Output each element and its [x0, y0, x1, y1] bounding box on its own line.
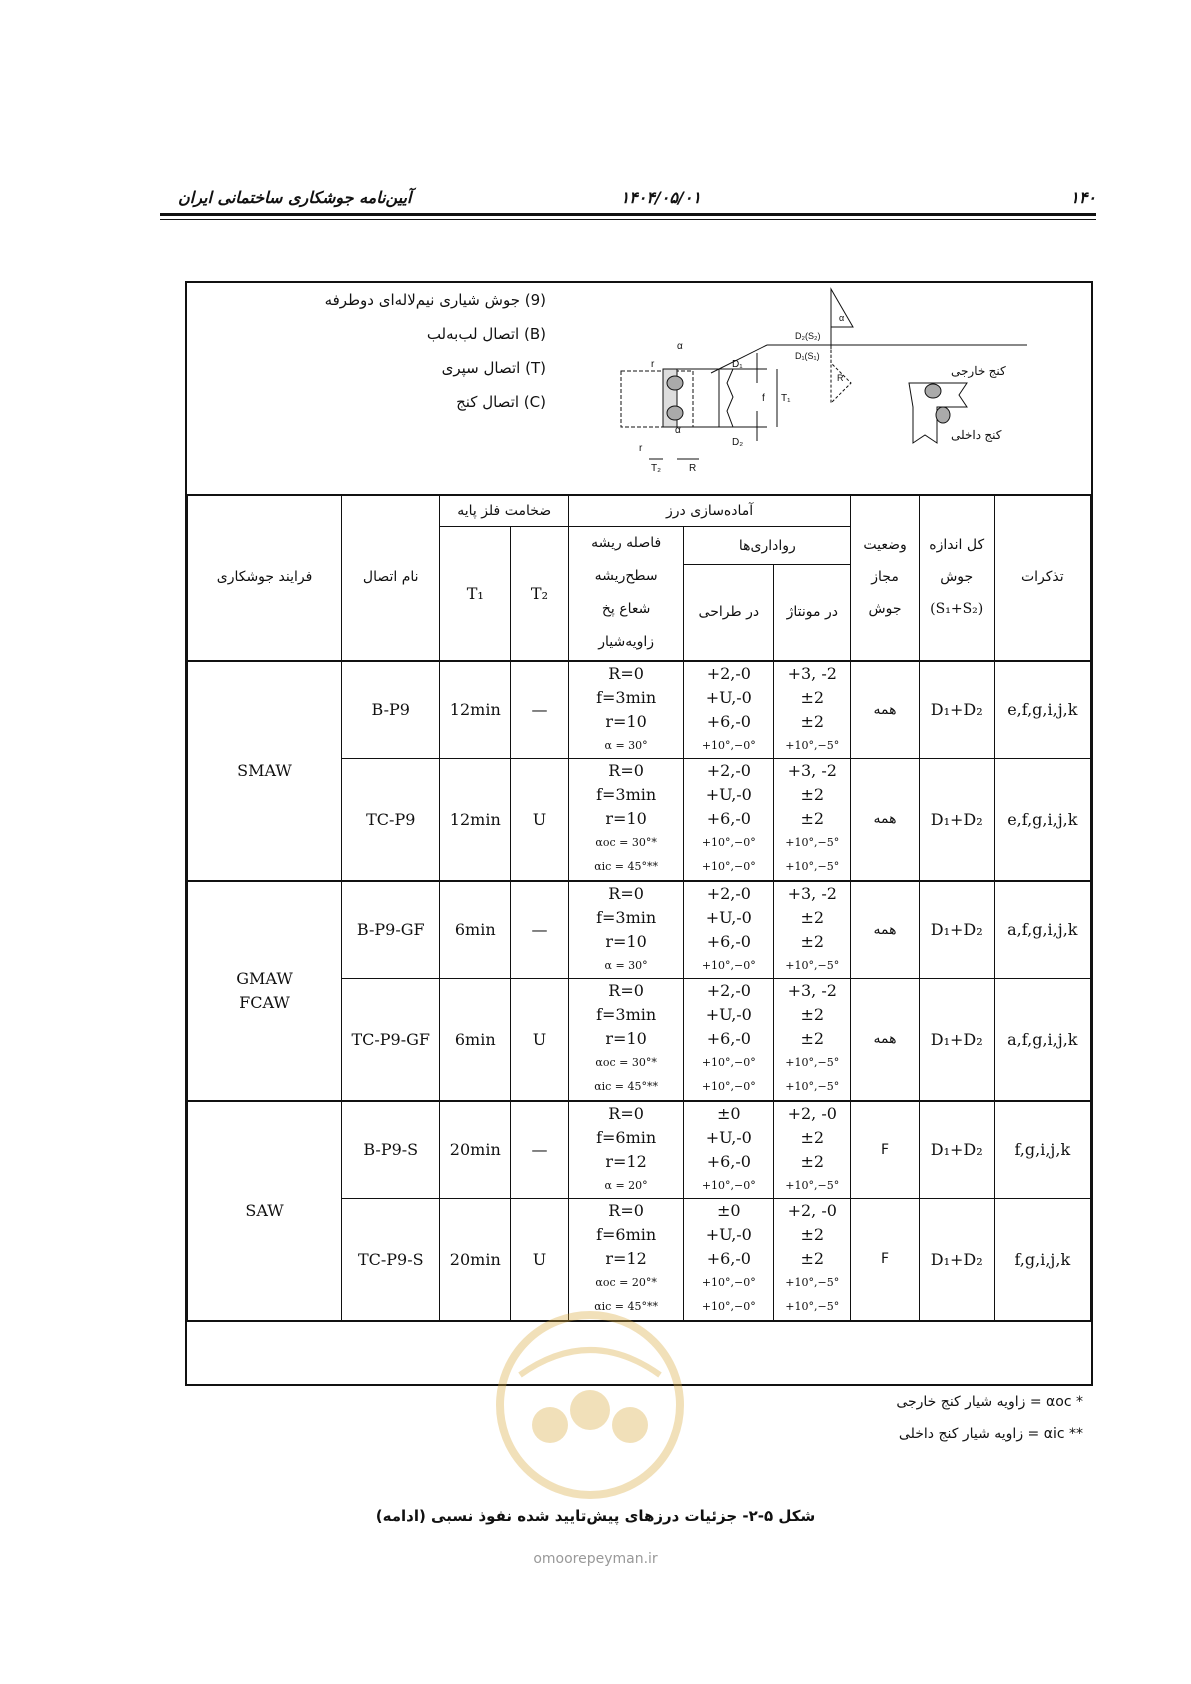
spec-cell-line: α = 20°: [604, 1178, 648, 1192]
design-cell-line: ±0: [717, 1201, 741, 1221]
fitup-cell-line: +3, -2: [787, 883, 837, 903]
design-cell-line: +U,-0: [705, 1005, 752, 1025]
spec-cell: [568, 1199, 684, 1321]
spec-cell-line: f=6min: [596, 1127, 657, 1147]
position-cell: همه: [851, 979, 919, 1101]
page-number: ۱۴۰: [1070, 188, 1096, 207]
joint-details-table: [187, 494, 1091, 1322]
spec-cell-line: αic = 45°**: [594, 1080, 659, 1094]
joint-name-cell: TC-P9-GF: [342, 979, 440, 1101]
symbol-alpha-label: α: [839, 313, 845, 323]
col-thickness: ضخامت فلز پایه: [440, 495, 568, 527]
fitup-cell-line: +10°,−5°: [785, 1080, 840, 1094]
spec-cell-line: αic = 45°**: [594, 1300, 659, 1314]
weld-size-cell: D₁+D₂: [919, 1101, 994, 1199]
spec-cell-line: f=3min: [596, 907, 657, 927]
spec-cell-line: αoc = 30°*: [595, 1056, 657, 1070]
design-cell-line: +U,-0: [705, 907, 752, 927]
fitup-cell-line: +3, -2: [787, 981, 837, 1001]
table-row: [188, 1101, 1091, 1199]
fitup-cell-line: ±2: [800, 1249, 825, 1269]
figure-caption: شکل ۵-۲- جزئیات درزهای پیش‌تایید شده نفوذ نسبی (ادامه): [375, 1507, 816, 1525]
notes-cell: f,g,i,j,k: [994, 1101, 1090, 1199]
fitup-cell-line: ±2: [800, 907, 825, 927]
design-cell: [684, 979, 774, 1101]
fitup-cell-line: +10°,−5°: [785, 836, 840, 850]
joint-name-cell: B-P9: [342, 661, 440, 759]
f-label: f: [762, 393, 765, 404]
spec-cell: [568, 661, 684, 759]
fitup-cell: [774, 979, 851, 1101]
design-cell-line: +2,-0: [706, 883, 751, 903]
process-cell: SAW: [188, 1101, 342, 1321]
design-cell-line: +10°,−0°: [701, 1300, 756, 1314]
joint-type-butt: (B) اتصال لب‌به‌لب: [426, 325, 546, 343]
process-cell: SMAW: [188, 661, 342, 881]
t2-cell: —: [511, 881, 569, 979]
spec-cell-line: r=10: [605, 711, 647, 731]
joint-description: [187, 283, 1091, 496]
position-cell: همه: [851, 881, 919, 979]
spec-cell-line: R=0: [608, 1103, 644, 1123]
inner-corner-label: کنج داخلی: [951, 428, 1002, 442]
design-cell-line: +6,-0: [706, 1151, 751, 1171]
t2-cell: —: [511, 661, 569, 759]
fitup-cell-line: ±2: [800, 1127, 825, 1147]
d1s1-label: D₁(S₁): [795, 351, 820, 361]
spec-cell: [568, 881, 684, 979]
joint-name-cell: TC-P9: [342, 759, 440, 881]
design-cell: [684, 881, 774, 979]
design-cell: [684, 661, 774, 759]
design-cell-line: +10°,−0°: [701, 1080, 756, 1094]
notes-cell: a,f,g,i,j,k: [994, 979, 1090, 1101]
spec-cell-line: f=3min: [596, 785, 657, 805]
design-cell-line: +U,-0: [705, 785, 752, 805]
col-position: وضعیت مجاز جوش: [851, 495, 919, 661]
fitup-cell-line: +10°,−5°: [785, 1056, 840, 1070]
d1-label: D₁: [732, 359, 743, 370]
spec-cell-line: f=3min: [596, 687, 657, 707]
position-cell: همه: [851, 661, 919, 759]
fitup-cell-line: +3, -2: [787, 761, 837, 781]
col-process: فرایند جوشکاری: [188, 495, 342, 661]
spec-cell-line: f=6min: [596, 1225, 657, 1245]
watermark-seal: [490, 1305, 690, 1505]
design-cell-line: +6,-0: [706, 711, 751, 731]
design-cell-line: +2,-0: [706, 981, 751, 1001]
joint-type-tee: (T) اتصال سپری: [441, 359, 546, 377]
weld-size-cell: D₁+D₂: [919, 1199, 994, 1321]
joint-title: (9) جوش شیاری نیم‌لاله‌ای دوطرفه: [324, 291, 546, 309]
joint-diagram: [607, 283, 1027, 491]
design-cell-line: +10°,−0°: [701, 1276, 756, 1290]
spec-cell-line: r=10: [605, 809, 647, 829]
notes-cell: e,f,g,i,j,k: [994, 759, 1090, 881]
header-title: آیین‌نامه جوشکاری ساختمانی ایران: [178, 188, 412, 207]
col-t2: T₂: [511, 527, 569, 661]
design-cell-line: ±0: [717, 1103, 741, 1123]
design-cell-line: +10°,−0°: [701, 860, 756, 874]
design-cell-line: +6,-0: [706, 931, 751, 951]
d2-label: D₂: [732, 437, 744, 448]
spec-cell: [568, 979, 684, 1101]
col-weld-size: کل اندازه جوش (S₁+S₂): [919, 495, 994, 661]
t2-cell: —: [511, 1101, 569, 1199]
fitup-cell-line: ±2: [800, 711, 825, 731]
r-label-bottom: r: [639, 443, 643, 454]
fitup-cell-line: ±2: [800, 1151, 825, 1171]
spec-cell-line: α = 30°: [604, 958, 648, 972]
t1-cell: 20min: [440, 1199, 511, 1321]
symbol-r-label: R: [837, 373, 844, 383]
fitup-cell-line: +10°,−5°: [785, 1300, 840, 1314]
design-cell-line: +10°,−0°: [701, 1056, 756, 1070]
fitup-cell: [774, 1199, 851, 1321]
col-joint-name: نام اتصال: [342, 495, 440, 661]
col-notes: تذکرات: [994, 495, 1090, 661]
header-rule-thin: [160, 219, 1096, 220]
footnote-inner: ** αic = زاویه شیار کنج داخلی: [898, 1426, 1083, 1442]
fitup-cell-line: ±2: [800, 1225, 825, 1245]
fitup-cell-line: ±2: [800, 1005, 825, 1025]
position-cell: F: [851, 1199, 919, 1321]
fitup-cell-line: ±2: [800, 687, 825, 707]
spec-cell-line: r=12: [605, 1151, 647, 1171]
spec-cell-line: R=0: [608, 981, 644, 1001]
fitup-cell: [774, 661, 851, 759]
process-cell: GMAW FCAW: [188, 881, 342, 1101]
page-header: [160, 188, 1096, 210]
col-as-designed: در طراحی: [684, 565, 774, 661]
spec-cell-line: R=0: [608, 761, 644, 781]
design-cell-line: +2,-0: [706, 761, 751, 781]
fitup-cell: [774, 881, 851, 979]
design-cell-line: +U,-0: [705, 1225, 752, 1245]
table-body: [188, 661, 1091, 1321]
design-cell-line: +6,-0: [706, 1029, 751, 1049]
table-header-row-1: [188, 495, 1091, 527]
spec-cell-line: αoc = 20°*: [595, 1276, 657, 1290]
fitup-cell-line: ±2: [800, 785, 825, 805]
spec-cell-line: r=10: [605, 1029, 647, 1049]
col-t1: T₁: [440, 527, 511, 661]
t2-cell: U: [511, 979, 569, 1101]
weld-size-cell: D₁+D₂: [919, 759, 994, 881]
spec-cell-line: α = 30°: [604, 738, 648, 752]
fitup-cell-line: ±2: [800, 1029, 825, 1049]
t1-cell: 6min: [440, 881, 511, 979]
spec-cell-line: f=3min: [596, 1005, 657, 1025]
design-cell-line: +2,-0: [706, 663, 751, 683]
notes-cell: a,f,g,i,j,k: [994, 881, 1090, 979]
position-cell: همه: [851, 759, 919, 881]
joint-name-cell: B-P9-S: [342, 1101, 440, 1199]
table-row: [188, 881, 1091, 979]
header-date: ۱۴۰۴/۰۵/۰۱: [620, 188, 701, 207]
t1-cell: 12min: [440, 661, 511, 759]
spec-cell-line: R=0: [608, 1201, 644, 1221]
position-cell: F: [851, 1101, 919, 1199]
fitup-cell-line: +10°,−5°: [785, 1276, 840, 1290]
col-prep: آماده‌سازی درز: [568, 495, 850, 527]
col-spec: فاصله ریشه سطح‌ریشه شعاع پخ زاویه‌شیار: [568, 527, 684, 661]
notes-cell: f,g,i,j,k: [994, 1199, 1090, 1321]
alpha-label-top: α: [677, 341, 683, 352]
spec-cell: [568, 759, 684, 881]
design-cell-line: +10°,−0°: [701, 958, 756, 972]
design-cell: [684, 1199, 774, 1321]
t1-cell: 20min: [440, 1101, 511, 1199]
design-cell-line: +6,-0: [706, 809, 751, 829]
table-row: [188, 661, 1091, 759]
design-cell-line: +U,-0: [705, 687, 752, 707]
fitup-cell: [774, 759, 851, 881]
alpha-label-bottom: α: [675, 425, 681, 436]
weld-size-cell: D₁+D₂: [919, 979, 994, 1101]
design-cell: [684, 1101, 774, 1199]
fitup-cell-line: ±2: [800, 931, 825, 951]
spec-cell-line: αic = 45°**: [594, 860, 659, 874]
spec-cell-line: R=0: [608, 663, 644, 683]
fitup-cell: [774, 1101, 851, 1199]
spec-cell-line: r=10: [605, 931, 647, 951]
fitup-cell-line: +10°,−5°: [785, 1178, 840, 1192]
fitup-cell-line: +10°,−5°: [785, 860, 840, 874]
fitup-cell-line: +2, -0: [787, 1201, 837, 1221]
footnote-outer: * αoc = زاویه شیار کنج خارجی: [896, 1394, 1083, 1410]
spec-cell: [568, 1101, 684, 1199]
t1-label: T₁: [781, 393, 791, 404]
design-cell-line: +6,-0: [706, 1249, 751, 1269]
header-rule: [160, 213, 1096, 216]
fitup-cell-line: ±2: [800, 809, 825, 829]
joint-type-corner: (C) اتصال کنج: [456, 393, 546, 411]
design-cell-line: +10°,−0°: [701, 836, 756, 850]
outer-corner-label: کنج خارجی: [951, 364, 1006, 378]
t2-label: T₂: [651, 463, 661, 474]
design-cell-line: +10°,−0°: [701, 1178, 756, 1192]
t1-cell: 6min: [440, 979, 511, 1101]
t2-cell: U: [511, 759, 569, 881]
r-label-top: r: [651, 359, 655, 370]
weld-size-cell: D₁+D₂: [919, 881, 994, 979]
fitup-cell-line: +3, -2: [787, 663, 837, 683]
weld-size-cell: D₁+D₂: [919, 661, 994, 759]
figure-box: [185, 281, 1093, 1386]
col-tolerances: رواداری‌ها: [684, 527, 851, 565]
col-as-fitted: در مونتاژ: [774, 565, 851, 661]
d2s2-label: D₂(S₂): [795, 331, 821, 341]
fitup-cell-line: +10°,−5°: [785, 738, 840, 752]
big-r-label: R: [689, 463, 697, 474]
t2-cell: U: [511, 1199, 569, 1321]
notes-cell: e,f,g,i,j,k: [994, 661, 1090, 759]
spec-cell-line: r=12: [605, 1249, 647, 1269]
spec-cell-line: R=0: [608, 883, 644, 903]
joint-name-cell: B-P9-GF: [342, 881, 440, 979]
design-cell-line: +U,-0: [705, 1127, 752, 1147]
design-cell-line: +10°,−0°: [701, 738, 756, 752]
fitup-cell-line: +2, -0: [787, 1103, 837, 1123]
watermark-url: omoorepeyman.ir: [533, 1551, 658, 1567]
spec-cell-line: αoc = 30°*: [595, 836, 657, 850]
design-cell: [684, 759, 774, 881]
joint-name-cell: TC-P9-S: [342, 1199, 440, 1321]
fitup-cell-line: +10°,−5°: [785, 958, 840, 972]
t1-cell: 12min: [440, 759, 511, 881]
